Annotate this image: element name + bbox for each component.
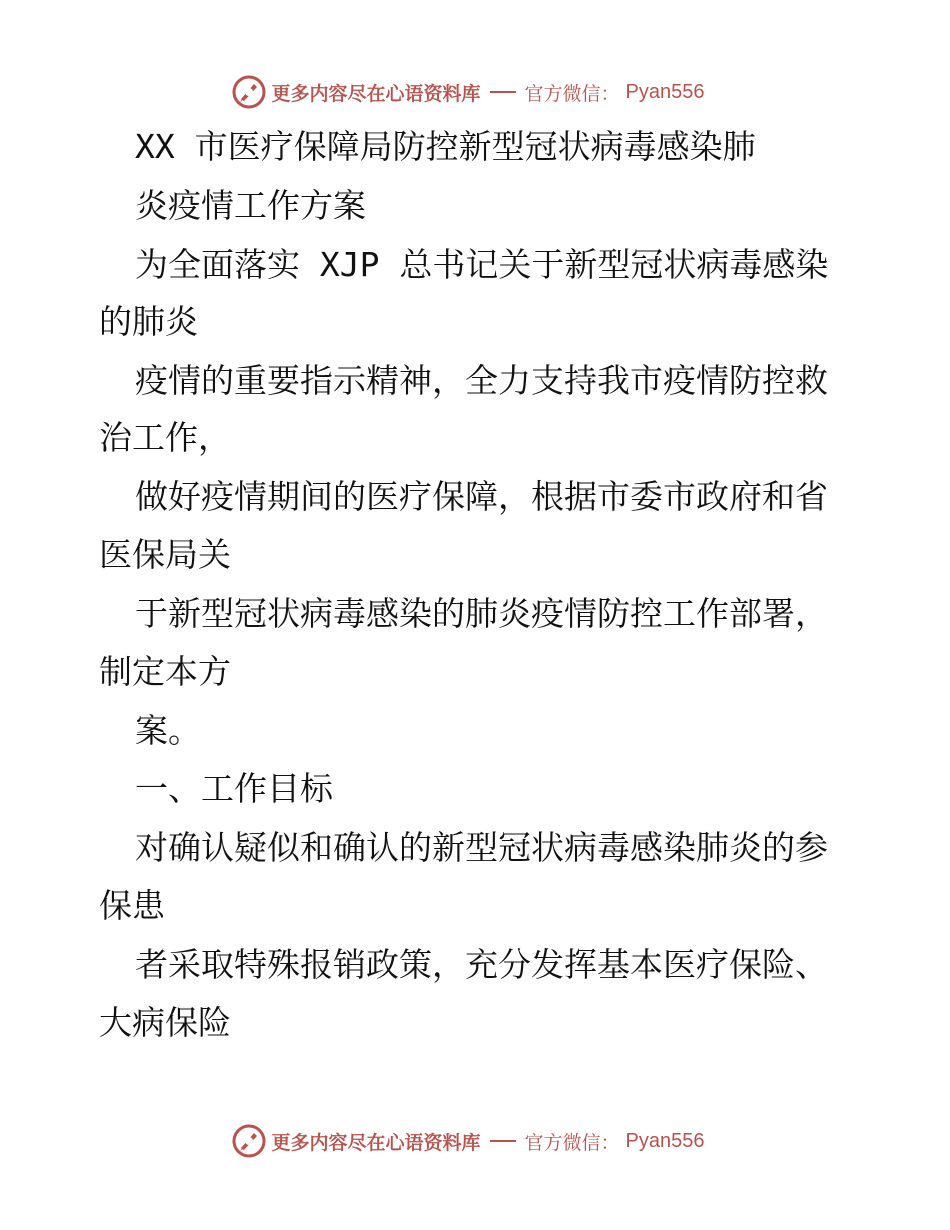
paragraph-line: 为全面落实 XJP 总书记关于新型冠状病毒感染 bbox=[135, 245, 829, 284]
watermark-inner bbox=[232, 1124, 705, 1158]
watermark-text-sub: 官方微信： bbox=[524, 82, 620, 105]
document-title-line-2: 炎疫情工作方案 bbox=[135, 186, 366, 225]
watermark-text-sub: 官方微信： bbox=[524, 1131, 620, 1154]
watermark-text-main: 更多内容尽在心语资料库 bbox=[271, 1131, 481, 1154]
watermark-wechat-id: Pyan556 bbox=[625, 80, 705, 103]
watermark-banner-top bbox=[0, 72, 950, 112]
watermark-inner bbox=[232, 75, 705, 109]
paragraph-line: 医保局关 bbox=[99, 535, 231, 574]
paragraph-line: 的肺炎 bbox=[99, 302, 198, 341]
paragraph-line: 制定本方 bbox=[99, 652, 231, 691]
paragraph-line: 做好疫情期间的医疗保障，根据市委市政府和省 bbox=[135, 477, 828, 516]
quill-logo-icon bbox=[232, 1124, 266, 1158]
paragraph-line: 保患 bbox=[99, 886, 165, 925]
paragraph-line: 大病保险 bbox=[99, 1003, 231, 1042]
paragraph-line: 对确认疑似和确认的新型冠状病毒感染肺炎的参 bbox=[135, 828, 828, 867]
paragraph-line: 者采取特殊报销政策，充分发挥基本医疗保险、 bbox=[135, 945, 828, 984]
section-heading: 一、工作目标 bbox=[135, 769, 333, 808]
watermark-text-main: 更多内容尽在心语资料库 bbox=[271, 82, 481, 105]
watermark-wechat-id: Pyan556 bbox=[625, 1129, 705, 1152]
paragraph-line: 案。 bbox=[135, 711, 201, 750]
paragraph-line: 治工作， bbox=[99, 418, 231, 457]
paragraph-line: 于新型冠状病毒感染的肺炎疫情防控工作部署， bbox=[135, 594, 828, 633]
watermark-separator bbox=[490, 1140, 516, 1142]
watermark-separator bbox=[490, 91, 516, 93]
document-title-line-1: XX 市医疗保障局防控新型冠状病毒感染肺 bbox=[135, 127, 756, 166]
paragraph-line: 疫情的重要指示精神，全力支持我市疫情防控救 bbox=[135, 361, 828, 400]
quill-logo-icon bbox=[232, 75, 266, 109]
watermark-banner-bottom bbox=[0, 1121, 950, 1161]
